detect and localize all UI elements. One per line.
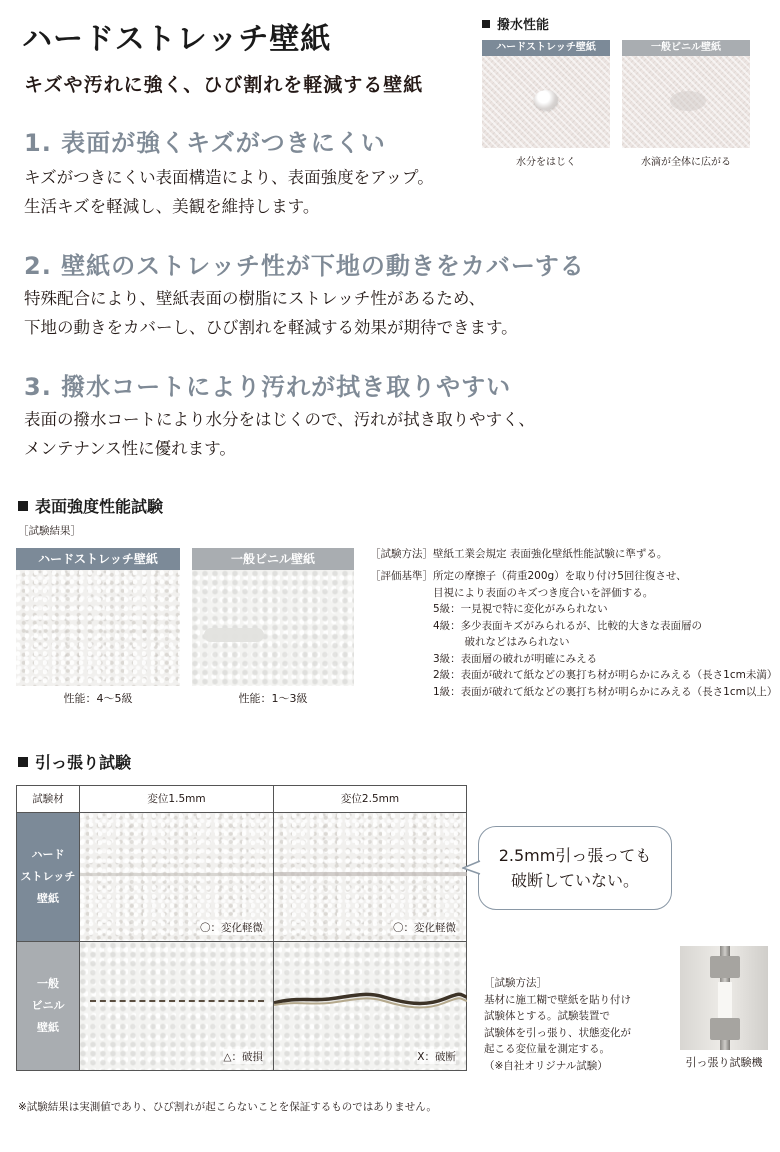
col-header-1-5mm: 変位1.5mm — [79, 786, 273, 812]
water-left-label: ハードストレッチ壁紙 — [482, 40, 610, 56]
result-r2c1: △：破損 — [223, 1051, 263, 1063]
criteria-line: 1級：表面が破れて紙などの裏打ち材が明らかにみえる（長さ1cm以上） — [370, 685, 778, 698]
break-line-icon — [274, 987, 467, 1017]
footnote: ※試験結果は実測値であり、ひび割れが起こらないことを保証するものではありません。 — [18, 1101, 437, 1113]
criteria-line: 目視により表面のキズつき度合いを評価する。 — [370, 586, 654, 599]
water-left-caption: 水分をはじく — [516, 157, 576, 168]
water-spread-icon — [670, 91, 706, 111]
feature-2-line-2: 下地の動きをカバーし、ひび割れを軽減する効果が期待できます。 — [24, 318, 518, 337]
method-line: 試験体とする。試験装置で — [484, 1010, 610, 1022]
tensile-section-heading — [18, 750, 131, 773]
criteria-line: 2級：表面が破れて紙などの裏打ち材が明らかにみえる（長さ1cm未満） — [370, 669, 778, 681]
method-line: 試験体を引っ張り、状態変化が — [484, 1026, 631, 1039]
page-title: ハードストレッチ壁紙 — [22, 22, 332, 57]
water-section-heading — [482, 14, 549, 33]
row-label-line: ハード — [31, 848, 65, 861]
row-label-line: 壁紙 — [37, 1021, 59, 1034]
water-left-image — [482, 56, 610, 148]
machine-caption: 引っ張り試験機 — [685, 1056, 763, 1069]
water-right-image — [622, 56, 750, 148]
method-line: 起こる変位量を測定する。 — [484, 1043, 610, 1055]
strength-section-heading — [18, 494, 163, 517]
feature-3-body — [24, 405, 535, 463]
strength-criteria — [370, 568, 777, 700]
strength-result-tag: ［試験結果］ — [18, 525, 81, 537]
callout-line: 2.5mm引っ張っても — [498, 846, 652, 865]
criteria-line: ［評価基準］所定の摩擦子（荷重200g）を取り付け5回往復させ、 — [370, 570, 687, 582]
method-line: ［試験方法］ — [484, 977, 547, 989]
specimen — [718, 982, 732, 1018]
feature-2-body — [24, 284, 518, 342]
criteria-line: 5級：一見視で特に変化がみられない — [370, 603, 608, 615]
lower-clamp-icon — [710, 1018, 740, 1040]
strain-line — [80, 873, 274, 876]
strain-line — [274, 872, 467, 876]
row-label-hard-stretch — [17, 813, 79, 941]
col-header-material: 試験材 — [32, 793, 64, 805]
bubble-pointer-icon — [462, 860, 482, 876]
strength-left-image — [16, 570, 180, 686]
result-r2c2: X：破断 — [417, 1051, 456, 1063]
feature-1-line-1: キズがつきにくい表面構造により、表面強度をアップ。 — [24, 168, 434, 187]
row-label-line: ストレッチ — [20, 870, 76, 883]
strength-left-label: ハードストレッチ壁紙 — [16, 548, 180, 570]
water-heading-text: 撥水性能 — [497, 18, 550, 33]
tensile-r2c1-image — [79, 942, 273, 1070]
feature-2-line-1: 特殊配合により、壁紙表面の樹脂にストレッチ性があるため、 — [24, 289, 486, 308]
feature-1-line-2: 生活キズを軽減し、美観を維持します。 — [24, 197, 320, 216]
feature-3-line-1: 表面の撥水コートにより水分をはじくので、汚れが拭き取りやすく、 — [24, 410, 535, 429]
water-droplet-icon — [534, 90, 558, 110]
tensile-r2c2-image — [273, 942, 466, 1070]
feature-1-heading: 1. 表面が強くキズがつきにくい — [24, 129, 386, 157]
col-header-2-5mm: 変位2.5mm — [273, 786, 466, 812]
strength-method: ［試験方法］壁紙工業会規定 表面強化壁紙性能試験に準ずる。 — [370, 548, 668, 560]
feature-3-heading: 3. 撥水コートにより汚れが拭き取りやすい — [24, 373, 512, 401]
tensile-heading-text: 引っ張り試験 — [35, 753, 132, 772]
tensile-machine-photo — [680, 946, 768, 1050]
method-line: （※自社オリジナル試験） — [484, 1059, 608, 1072]
tensile-table — [16, 785, 467, 1071]
row-label-line: ビニル — [31, 999, 65, 1012]
criteria-line: 3級：表面層の破れが明確にみえる — [370, 652, 598, 665]
strength-right-image — [192, 570, 354, 686]
page-subtitle: キズや汚れに強く、ひび割れを軽減する壁紙 — [24, 74, 424, 96]
water-right-caption: 水滴が全体に広がる — [641, 157, 731, 168]
result-r1c2: 〇：変化軽微 — [393, 922, 456, 934]
criteria-line: 4級：多少表面キズがみられるが、比較的大きな表面層の — [370, 619, 702, 632]
tensile-r1c2-image — [273, 813, 466, 941]
water-right-label: 一般ビニル壁紙 — [622, 40, 750, 56]
method-line: 基材に施工糊で壁紙を貼り付け — [484, 993, 631, 1006]
upper-clamp-icon — [710, 956, 740, 978]
row-label-line: 壁紙 — [37, 892, 59, 905]
feature-2-heading: 2. 壁紙のストレッチ性が下地の動きをカバーする — [24, 252, 585, 280]
feature-3-line-2: メンテナンス性に優れます。 — [24, 439, 236, 458]
row-label-vinyl — [17, 942, 79, 1070]
result-callout-bubble — [478, 826, 672, 910]
scratch-mark-icon — [204, 628, 264, 642]
feature-1-body — [24, 163, 434, 221]
tensile-method — [484, 975, 631, 1074]
strength-right-caption: 性能：1〜3級 — [238, 692, 308, 705]
tear-line — [90, 1000, 264, 1002]
callout-line: 破断していない。 — [510, 871, 639, 890]
tensile-r1c1-image — [79, 813, 273, 941]
strength-right-label: 一般ビニル壁紙 — [192, 548, 354, 570]
strength-left-caption: 性能：4〜5級 — [63, 692, 133, 705]
strength-heading-text: 表面強度性能試験 — [35, 497, 164, 516]
result-r1c1: 〇：変化軽微 — [200, 922, 263, 934]
row-label-line: 一般 — [37, 977, 59, 990]
criteria-line: 破れなどはみられない — [370, 636, 570, 648]
